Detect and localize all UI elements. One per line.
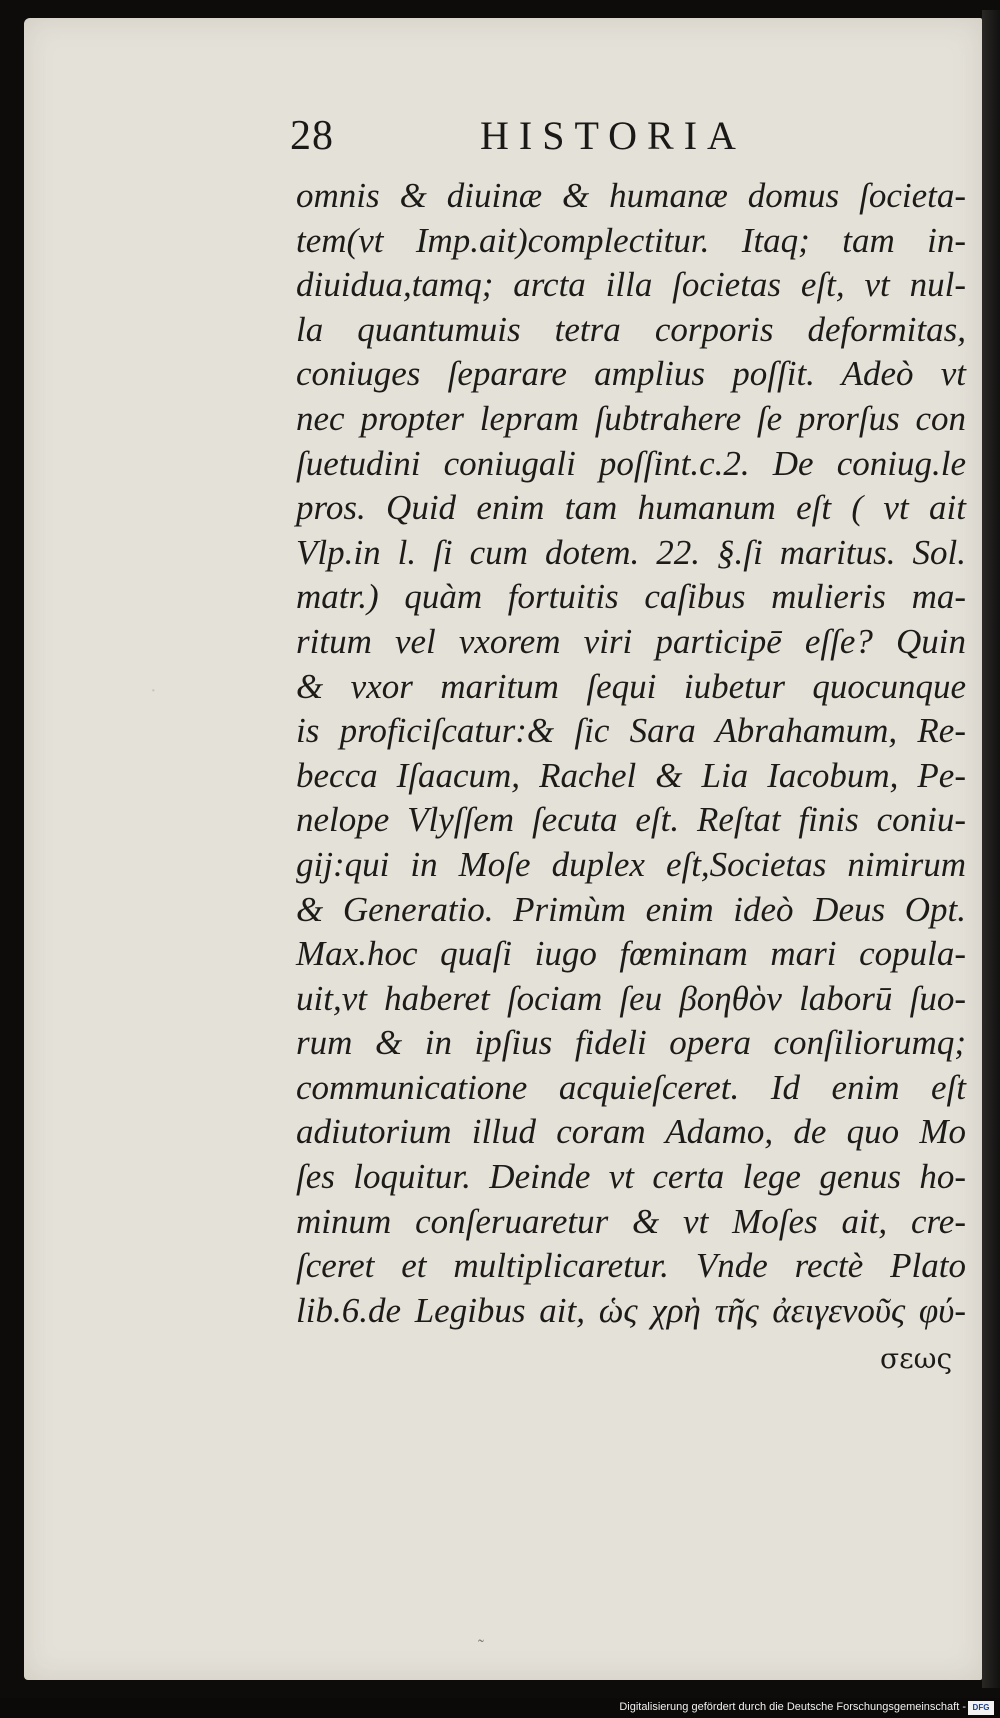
page-number: 28 [290, 113, 334, 159]
text-line: communicatione acquieſceret. Id enim eſt [296, 1067, 966, 1107]
text-line: minum conſeruaretur & vt Moſes ait, cre- [296, 1201, 966, 1241]
text-line: ritum vel vxorem viri participē eſſe? Quin [296, 621, 966, 661]
page-edge-shadow [982, 10, 1000, 1688]
show-through-mark: · [150, 680, 157, 702]
text-line: rum & in ipſius fideli opera conſiliorumq; [296, 1023, 966, 1063]
body-text [296, 174, 966, 1333]
text-line: diuidua,tamq; arcta illa ſocietas eſt, vt nul- [296, 265, 966, 305]
text-line: uit,vt haberet ſociam ſeu βοηθὸν laborū ſuo- [296, 978, 966, 1018]
text-line: gij:qui in Moſe duplex eſt,Societas nimirum [296, 844, 966, 884]
text-line: nelope Vlyſſem ſecuta eſt. Reſtat finis coniu- [296, 800, 966, 840]
text-line: ſes loquitur. Deinde vt certa lege genus ho- [296, 1157, 966, 1197]
text-line: Max.hoc quaſi iugo fœminam mari copula- [296, 934, 966, 974]
text-line: tem(vt Imp.ait)complectitur. Itaq; tam in- [296, 220, 966, 260]
text-line: matr.) quàm fortuitis caſibus mulieris ma- [296, 577, 966, 617]
text-line: & vxor maritum ſequi iubetur quocunque [296, 666, 966, 706]
text-line: coniuges ſeparare amplius poſſit. Adeò vt [296, 354, 966, 394]
running-head: HISTORIA [480, 113, 746, 158]
text-line: becca Iſaacum, Rachel & Lia Iacobum, Pe- [296, 755, 966, 795]
catchword: σεως [880, 1342, 953, 1375]
text-line: ſuetudini coniugali poſſint.c.2. De coniug.le [296, 443, 966, 483]
text-line: & Generatio. Primùm enim ideò Deus Opt. [296, 889, 966, 929]
text-line: lib.6.de Legibus ait, ὡς χρὴ τῆς ἀειγενοῦς φύ- [296, 1290, 966, 1330]
text-line: nec propter lepram ſubtrahere ſe prorſus con [296, 398, 966, 438]
digitization-credit: Digitalisierung gefördert durch die Deutsche Forschungsgemeinschaft - [619, 1701, 966, 1713]
page-header [290, 112, 810, 172]
text-line: ſceret et multiplicaretur. Vnde rectè Plato [296, 1246, 966, 1286]
text-line: adiutorium illud coram Adamo, de quo Mo [296, 1112, 966, 1152]
signature-mark: ˜ [478, 1636, 484, 1656]
text-line: pros. Quid enim tam humanum eſt ( vt ait [296, 488, 966, 528]
text-line: is proficiſcatur:& ſic Sara Abrahamum, Re- [296, 711, 966, 751]
dfg-logo: DFG [968, 1701, 994, 1715]
text-line: omnis & diuinæ & humanæ domus ſocieta- [296, 176, 966, 215]
text-line: la quantumuis tetra corporis deformitas, [296, 309, 966, 349]
text-line: Vlp.in l. ſi cum dotem. 22. §.ſi maritus. Sol. [296, 532, 966, 572]
